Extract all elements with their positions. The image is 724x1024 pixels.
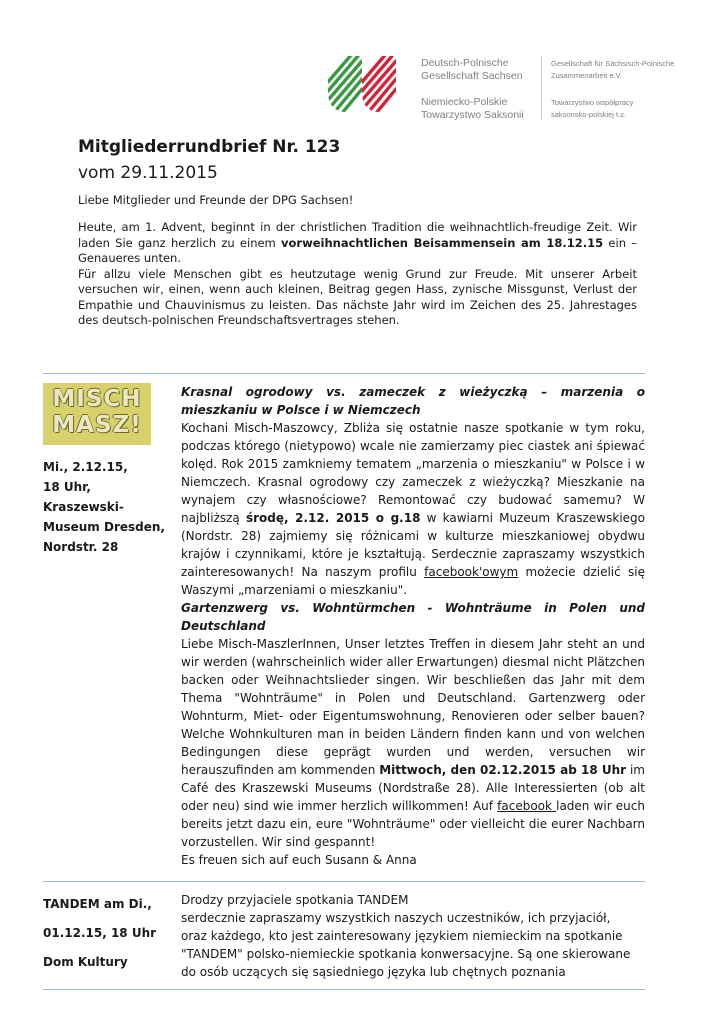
section-divider — [43, 881, 645, 882]
event1-text-de: Liebe Misch-MaszlerInnen, Unser letztes Treffen in diesem Jahr steht an und wir werden (wahrscheinlich wider aller Erwartungen) diesmal nicht Plätzchen backen oder Weihnachtslieder singen. Wir beschließen das Jahr mit dem Thema "Wohnträume" in Polen und Deutschland. Gartenzwerg oder Wohnturm, Miet- oder Eigentumswohnung, Renovieren oder selber bauen? Welche Wohnkulturen man in beiden Ländern finden kann und von welchen Bedingungen diese geprägt wurden und werden, versuchen wir herauszufinden am kommenden Mittwoch, den 02.12.2015 ab 18 Uhr im Café des Kraszewski Museums (Nordstraße 28). Alle Interessierten (ob alt oder neu) sind wie immer herzlich willkommen! Auf facebook laden wir euch bereits jetzt dazu ein, eure "Wohnträume" oder vielleicht die eurer Nachbarn vorzustellen. Wir sind gespannt! — [181, 637, 645, 849]
section-divider — [43, 989, 645, 990]
org-sub-de-line1: Gesellschaft für Sächsisch-Polnische — [551, 59, 675, 68]
section-divider — [43, 373, 645, 374]
event1-time: 18 Uhr, — [43, 480, 91, 494]
event2-time: 01.12.15, 18 Uhr — [43, 926, 157, 940]
event2-line2: serdecznie zapraszamy wszystkich naszych uczestników, ich przyjaciół, — [181, 911, 611, 925]
org-sub-pl — [551, 97, 634, 121]
page-title: Mitgliederrundbrief Nr. 123 — [78, 137, 341, 157]
event2-line5: do osób uczących się sąsiedniego języka lub chętnych poznania — [181, 965, 566, 979]
logo-text-line1: MISCH — [52, 386, 142, 412]
event2-venue: Dom Kultury — [43, 955, 128, 969]
org-pl-line2: Towarzystwo Saksonii — [421, 109, 524, 121]
event1-title-pl: Krasnal ogrodowy vs. zameczek z wieżyczką – marzenia o mieszkaniu w Polsce i w Niemczech — [181, 385, 645, 417]
org-sub-pl-line1: Towarzystwo współpracy — [551, 98, 634, 107]
issue-date: vom 29.11.2015 — [78, 163, 218, 183]
logo-text-line2: MASZ! — [52, 412, 142, 438]
event1-content — [181, 383, 645, 869]
facebook-link-pl[interactable]: facebook'owym — [424, 565, 519, 579]
org-pl-line1: Niemiecko-Polskie — [421, 96, 508, 108]
event2-details — [43, 890, 156, 977]
facebook-link-de[interactable]: facebook — [497, 799, 557, 813]
event2-line3: oraz każdego, kto jest zainteresowany językiem niemieckim na spotkanie — [181, 929, 623, 943]
event2-title-date: TANDEM am Di., — [43, 897, 152, 911]
event1-venue-line2: Museum Dresden, — [43, 520, 165, 534]
event1-date: Mi., 2.12.15, — [43, 460, 128, 474]
event2-content — [181, 891, 645, 981]
greeting: Liebe Mitglieder und Freunde der DPG Sachsen! — [78, 193, 354, 207]
event1-address: Nordstr. 28 — [43, 540, 119, 554]
org-sub-pl-line2: saksonsko-polskiej t.z. — [551, 110, 627, 119]
event1-details — [43, 457, 165, 557]
event2-line4: "TANDEM" polsko-niemieckie spotkania konwersacyjne. Są one skierowane — [181, 947, 631, 961]
org-sub-de-line2: Zusammenarbeit e.V. — [551, 71, 623, 80]
misch-masz-logo — [43, 383, 151, 445]
org-de-line1: Deutsch-Polnische — [421, 57, 509, 69]
event2-line1: Drodzy przyjaciele spotkania TANDEM — [181, 893, 409, 907]
intro-text — [78, 220, 637, 329]
intro-paragraph-2: Für allzu viele Menschen gibt es heutzutage wenig Grund zur Freude. Mit unserer Arbeit versuchen wir, einen, wenn auch kleinen, Beitrag gegen Hass, zynische Missgunst, Verlust der Empathie und Chauvinismus zu leisten. Das nächste Jahr wird im Zeichen des 25. Jahrestages des deutsch-polnischen Freundschaftsvertrages stehen. — [78, 266, 637, 327]
org-de-line2: Gesellschaft Sachsen — [421, 70, 523, 82]
event1-text-pl: Kochani Misch-Maszowcy, Zbliża się ostatnie nasze spotkanie w tym roku, podczas którego (nietypowo) wcale nie zamierzamy piec ciastek ani śpiewać kolęd. Rok 2015 zamkniemy tematem „marzenia o mieszkaniu" w Polsce i w Niemczech. Krasnal ogrodowy czy zameczek z wieżyczką? Mieszkanie na wynajem czy własnościowe? Remontować czy budować samemu? W najbliższą środę, 2.12. 2015 o g.18 w kawiarni Muzeum Kraszewskiego (Nordstr. 28) zajmiemy się różnicami w kulturze mieszkaniowej obydwu krajów i czynnikami, które je kształtują. Serdecznie zapraszamy wszystkich zainteresowanych! Na naszym profilu facebook'owym możecie dzielić się Waszymi „marzeniami o mieszkaniu". — [181, 421, 645, 597]
event1-venue-line1: Kraszewski- — [43, 500, 124, 514]
org-name-de — [421, 57, 523, 83]
org-name-pl — [421, 96, 524, 122]
intro-paragraph-1: Heute, am 1. Advent, beginnt in der christlichen Tradition die weihnachtlich-freudige Zeit. Wir laden Sie ganz herzlich zu einem vorweihnachtlichen Beisammensein am 18.12.15 ein – Genaueres unten. — [78, 220, 637, 265]
event1-title-de: Gartenzwerg vs. Wohntürmchen - Wohnträume in Polen und Deutschland — [181, 601, 645, 633]
header-divider — [541, 56, 542, 120]
dpg-logo-icon — [326, 52, 398, 114]
event1-signature: Es freuen sich auf euch Susann & Anna — [181, 853, 417, 867]
org-sub-de — [551, 58, 674, 82]
